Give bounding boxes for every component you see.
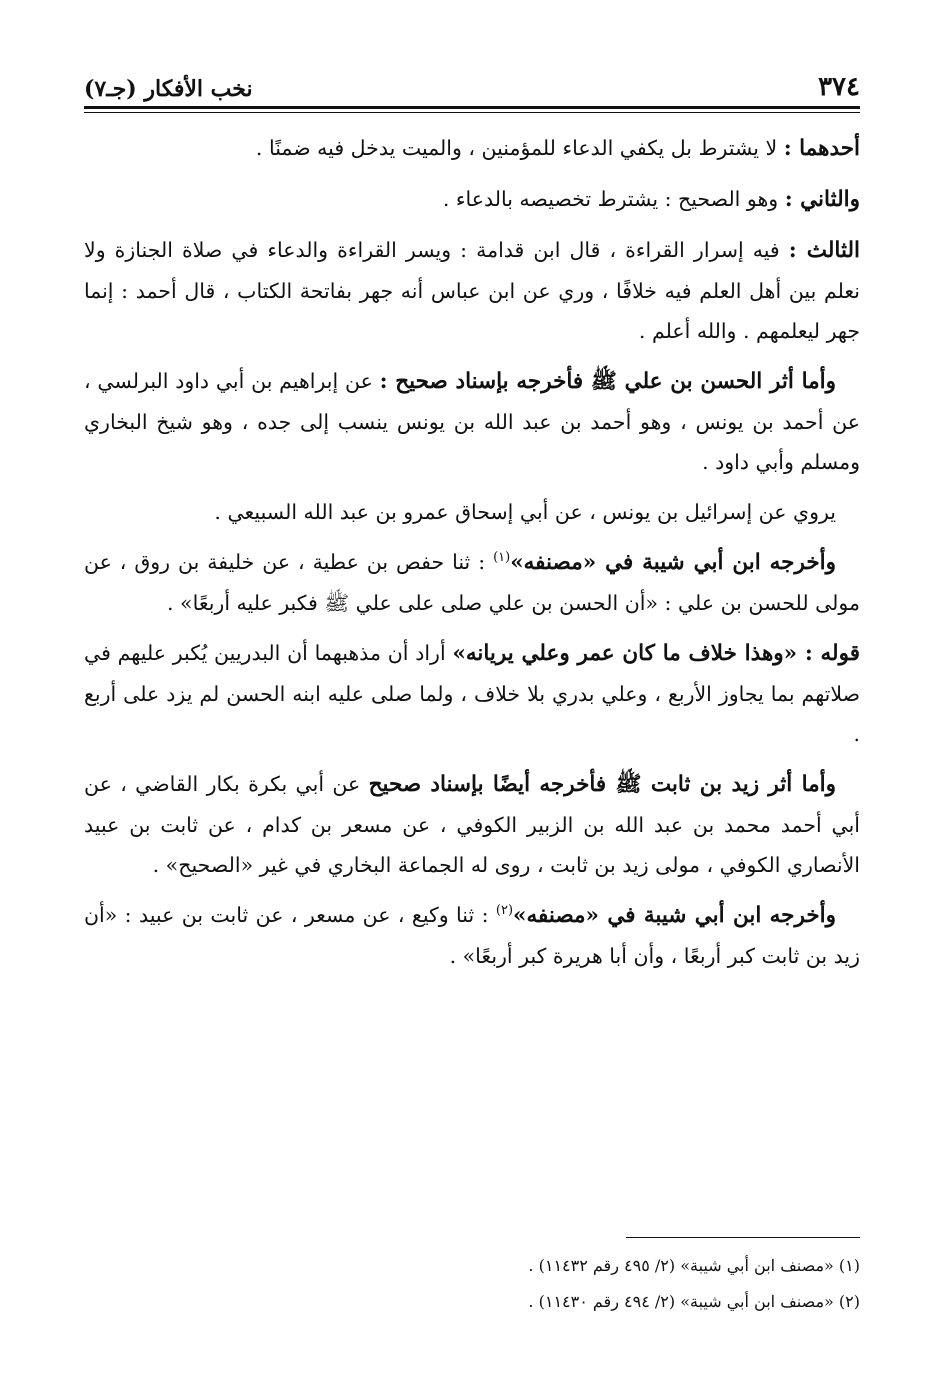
page-number: ٣٧٤ <box>818 72 860 102</box>
paragraph-text: عن أبي بكرة بكار القاضي ، عن أبي أحمد محمد بن عبد الله بن الزبير الكوفي ، عن مسعر بن كدام ، عن ثابت بن عبيد الأنصاري الكوفي ، مولى زيد بن ثابت ، روى له الجماعة البخاري في غير «الصحيح» . <box>84 772 860 877</box>
paragraph-text: : ثنا وكيع ، عن مسعر ، عن ثابت بن عبيد : «أن زيد بن ثابت كبر أربعًا ، وأن أبا هريرة كبر أربعًا» . <box>84 903 860 968</box>
paragraph-lead: قوله : «وهذا خلاف ما كان عمر وعلي يريانه» <box>452 641 860 666</box>
paragraph-lead: الثالث : <box>788 238 860 263</box>
footnote-ref[interactable]: (١) <box>493 550 511 566</box>
page-header <box>84 62 860 102</box>
paragraph <box>84 230 860 351</box>
paragraph <box>84 128 860 169</box>
paragraph <box>84 492 860 532</box>
paragraph <box>84 764 860 885</box>
page-body <box>84 128 860 986</box>
footnote-separator <box>626 1237 860 1238</box>
paragraph-text: وهو الصحيح : يشترط تخصيصه بالدعاء . <box>442 187 785 211</box>
paragraph-text: فيه إسرار القراءة ، قال ابن قدامة : ويسر القراءة والدعاء في صلاة الجنازة ولا نعلم بين أهل العلم فيه خلافًا ، وري عن ابن عباس أنه جهر بفاتحة الكتاب ، قال أحمد : إنما جهر ليعلمهم . والله أعلم . <box>84 238 860 343</box>
paragraph-text: يروي عن إسرائيل بن يونس ، عن أبي إسحاق عمرو بن عبد الله السبيعي . <box>214 500 836 524</box>
paragraph-text: لا يشترط بل يكفي الدعاء للمؤمنين ، والميت يدخل فيه ضمنًا . <box>255 136 784 160</box>
header-rule-thick <box>84 106 860 109</box>
footnote-item: (١) «مصنف ابن أبي شيبة» (٢/ ٤٩٥ رقم ١١٤٣٢) . <box>528 1256 860 1275</box>
book-title: نخب الأفكار (جـ٧) <box>84 76 253 102</box>
paragraph <box>84 633 860 754</box>
paragraph <box>84 361 860 482</box>
paragraph-text: : ثنا حفص بن عطية ، عن خليفة بن روق ، عن مولى للحسن بن علي : «أن الحسن بن علي صلى على علي ﷺ فكبر عليه أربعًا» . <box>84 550 860 615</box>
paragraph-lead: أحدهما : <box>783 136 860 161</box>
footnote-item: (٢) «مصنف ابن أبي شيبة» (٢/ ٤٩٤ رقم ١١٤٣٠) . <box>528 1292 860 1311</box>
paragraph-lead: وأما أثر الحسن بن علي ﷺ فأخرجه بإسناد صحيح : <box>379 369 836 394</box>
paragraph <box>84 542 860 623</box>
paragraph-lead: والثاني : <box>784 187 860 212</box>
paragraph <box>84 179 860 220</box>
paragraph-lead: وأما أثر زيد بن ثابت ﷺ فأخرجه أيضًا بإسناد صحيح <box>368 772 836 797</box>
footnote-ref[interactable]: (٢) <box>495 903 514 919</box>
paragraph-lead: وأخرجه ابن أبي شيبة في «مصنفه» <box>510 550 836 575</box>
paragraph-lead: وأخرجه ابن أبي شيبة في «مصنفه» <box>513 903 836 928</box>
footnotes <box>528 1248 860 1320</box>
paragraph <box>84 895 860 976</box>
paragraph-text: عن إبراهيم بن أبي داود البرلسي ، عن أحمد بن يونس ، وهو أحمد بن عبد الله بن يونس ينسب إلى جده ، وهو شيخ البخاري ومسلم وأبي داود . <box>84 369 860 474</box>
header-rule-thin <box>84 112 860 113</box>
paragraph-text: أراد أن مذهبهما أن البدريين يُكبر عليهم في صلاتهم بما يجاوز الأربع ، وعلي بدري بلا خلاف ، ولما صلى عليه ابنه الحسن لم يزد على أربع . <box>84 641 860 746</box>
